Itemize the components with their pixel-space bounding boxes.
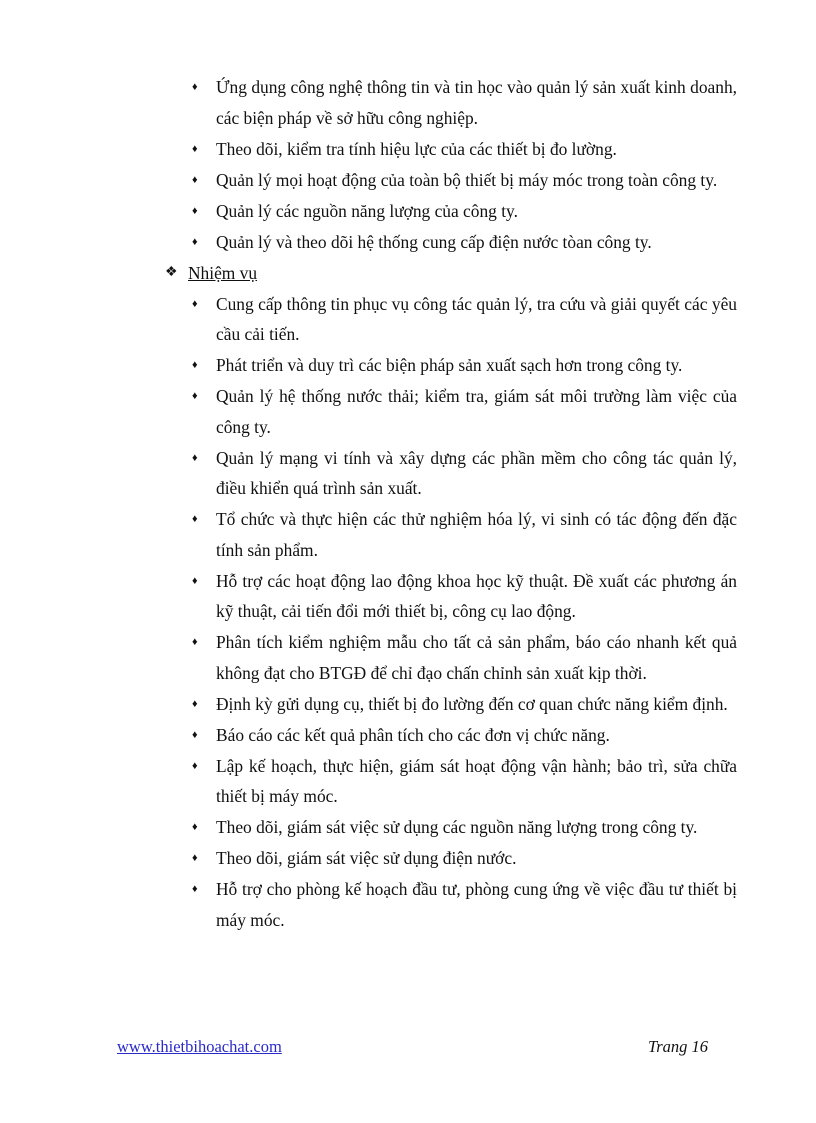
list-item: ♦ Quản lý và theo dõi hệ thống cung cấp điện nước tòan công ty. (216, 227, 737, 258)
responsibility-list (0, 72, 816, 257)
list-item: ♦ Theo dõi, giám sát việc sử dụng điện nước. (216, 843, 737, 874)
list-item: ♦ Lập kế hoạch, thực hiện, giám sát hoạt động vận hành; bảo trì, sửa chữa thiết bị máy móc. (216, 751, 737, 812)
list-item: ♦ Báo cáo các kết quả phân tích cho các đơn vị chức năng. (216, 720, 737, 751)
list-item: ♦ Theo dõi, kiểm tra tính hiệu lực của các thiết bị đo lường. (216, 134, 737, 165)
list-item: ♦ Quản lý mọi hoạt động của toàn bộ thiết bị máy móc trong toàn công ty. (216, 165, 737, 196)
list-item: ♦ Theo dõi, giám sát việc sử dụng các nguồn năng lượng trong công ty. (216, 812, 737, 843)
list-item: ♦ Quản lý mạng vi tính và xây dựng các phần mềm cho công tác quản lý, điều khiển quá trình sản xuất. (216, 443, 737, 504)
document-body (0, 72, 816, 936)
list-item: ♦ Phân tích kiểm nghiệm mẫu cho tất cả sản phẩm, báo cáo nhanh kết quả không đạt cho BTGĐ để chỉ đạo chấn chỉnh sản xuất kịp thời. (216, 627, 737, 688)
list-item: ♦ Cung cấp thông tin phục vụ công tác quản lý, tra cứu và giải quyết các yêu cầu cải tiến. (216, 289, 737, 350)
list-item: ♦ Quản lý các nguồn năng lượng của công ty. (216, 196, 737, 227)
list-item: ♦ Quản lý hệ thống nước thải; kiểm tra, giám sát môi trường làm việc của công ty. (216, 381, 737, 442)
page-number: Trang 16 (647, 1037, 708, 1056)
list-item: ♦ Phát triển và duy trì các biện pháp sản xuất sạch hơn trong công ty. (216, 350, 737, 381)
list-item: ♦ Tổ chức và thực hiện các thử nghiệm hóa lý, vi sinh có tác động đến đặc tính sản phẩm. (216, 504, 737, 565)
list-item: ♦ Định kỳ gửi dụng cụ, thiết bị đo lường đến cơ quan chức năng kiểm định. (216, 689, 737, 720)
footer-website-link[interactable]: www.thietbihoachat.com (117, 1037, 282, 1056)
list-item: ♦ Hỗ trợ các hoạt động lao động khoa học kỹ thuật. Đề xuất các phương án kỹ thuật, cải tiến đổi mới thiết bị, công cụ lao động. (216, 566, 737, 627)
section-heading-text: Nhiệm vụ (188, 262, 258, 283)
diamond-bullet-icon: ❖ (165, 264, 178, 280)
list-item: ♦ Hỗ trợ cho phòng kế hoạch đầu tư, phòng cung ứng về việc đầu tư thiết bị máy móc. (216, 874, 737, 935)
section-heading (165, 258, 816, 289)
task-list (0, 289, 816, 936)
list-item: ♦ Ứng dụng công nghệ thông tin và tin học vào quản lý sản xuất kinh doanh, các biện pháp về sở hữu công nghiệp. (216, 72, 737, 133)
